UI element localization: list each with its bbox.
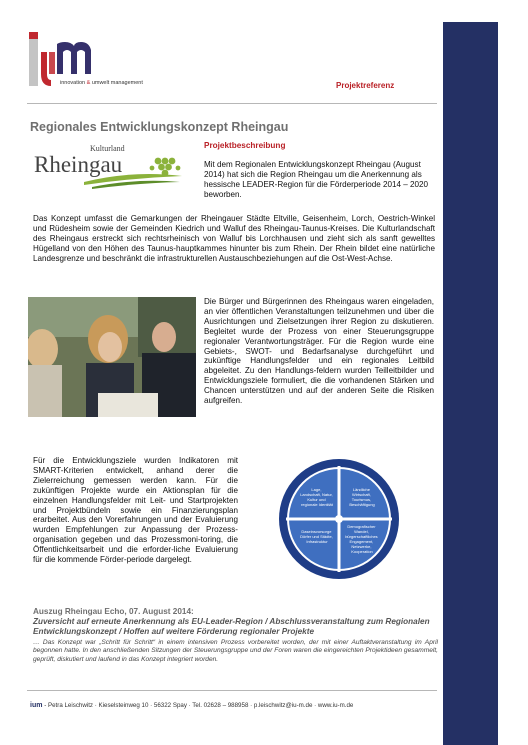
rheingau-logo [32,140,192,190]
intro-paragraph: Mit dem Regionalen Entwicklungskonzept Rheingau (August 2014) hat sich die Region Rheingau um die Anerkennung als hessische LEADER-Region für die Förderperiode 2014 – 2020 beworben. [204,160,429,199]
tagline-part-b: umwelt management [91,80,143,86]
rheingau-logo-big-text: Rheingau [34,152,123,177]
paragraph-process: Die Bürger und Bürgerinnen des Rheingaus waren eingeladen, an vier öffentlichen Veranstaltungen teilzunehmen und über die Ausrichtungen und Zielsetzungen ihrer Region zu diskutieren. Begleitet wurde der Prozess von einer Steuerungsgruppe regionaler Verantwortungsträger. Für die Region wurde eine Gebiets-, SWOT- und Bedarfsanalyse durchgeführt und zukünftige Handlungsfelder und ein regionales Leitbild abgeleitet. Zu den Handlungs-feldern wurden Teilleitbilder und Entwicklungsziele formuliert, die die vorhandenen Stärken und Chancen unterstützen und auf der anderen Seite die Risiken aufgreifen. [204,297,434,406]
workshop-photo [28,297,196,417]
grape-cluster-icon [150,158,181,177]
tagline-ampersand: & [86,80,91,86]
paragraph-region: Das Konzept umfasst die Gemarkungen der Rheingauer Städte Eltville, Geisenheim, Lorch, Oestrich-Winkel und Rüdesheim sowie der Gemeinden Kiedrich und Walluf des Rheingau-Taunus-Kreises. Die Kulturlandschaft des Rheingaus erstreckt sich rechtsrheinisch von Walluf bis Lorchhausen und zieht sich als sanft gewelltes Hügelland von den Höhen des Taunus-hauptkammes hinunter bis zum Rhein. Der Rhein bildet eine natürliche Landesgrenze und beschränkt die infrastrukturellen Austauschbeziehungen auf die Ost-West-Achse. [33,214,435,263]
quadrant-bottom-right: Demografischer Wandel, bürgerschaftliches Engagement, Netzwerke, Kooperation [345,524,378,554]
press-excerpt-heading: Auszug Rheingau Echo, 07. August 2014: [33,607,194,616]
section-heading: Projektbeschreibung [204,141,286,150]
footer-divider [27,690,437,691]
logo-tagline [60,80,143,86]
footer-contact [30,702,353,709]
sidebar-color-bar [443,22,498,745]
quadrant-top-left: Lage, Landschaft, Natur, Kultur und regionale Identität [300,487,333,507]
project-reference-label: Projektreferenz [336,81,395,90]
header-divider [27,103,437,104]
tagline-part-a: innovation [60,80,86,86]
press-excerpt-body: … Das Konzept war „Schritt für Schritt“ in einem intensiven Prozess vorbereitet worden, der mit einer Auftaktveranstaltung im April begonnen hatte. In den anschließenden Sitzungen der Steuerungsgruppe und der Foren waren die eingereichten Projektideen gesammelt, geprüft, diskutiert und laufend in das Konzept integriert worden. [33,639,438,663]
press-excerpt-headline: Zuversicht auf erneute Anerkennung als EU-Leader-Region / Abschlussveranstaltung zum Regionalen Entwicklungskonzept / Hoffen auf weitere Förderung regionaler Projekte [33,617,430,636]
paragraph-indicators: Für die Entwicklungsziele wurden Indikatoren mit SMART-Kriterien entwickelt, anhand derer die Zielerreichung gemessen werden kann. Für die zukünftigen Projekte wurde ein Aktionsplan für die einzelnen Handlungsfelder mit Leit- und Startprojekten und Projektbündeln sowie ein Finanzierungsplan erarbeitet. Aus den Vorerfahrungen und der Evaluierung wurden Empfehlungen zur Anpassung der Prozess-organisation gegeben und das Prozessmoni-toring, die Öffentlichkeitsarbeit und die erforder-liche Evaluierung für die kommende Förder-periode dargelegt. [33,456,238,565]
ium-logo [27,30,167,96]
action-fields-diagram [264,456,414,582]
rheingau-logo-small-text: Kulturland [90,144,125,153]
quadrant-bottom-left: Daseinsvorsorge Dörfer und Städte, Infrastruktur [300,529,333,544]
footer-contact-text: - Petra Leischwitz · Kieselsteinweg 10 · 56322 Spay · Tel. 02628 – 988958 · p.leischwitz@iu-m.de · www.iu-m.de [44,702,354,709]
footer-brand: ium [30,702,43,709]
document-title: Regionales Entwicklungskonzept Rheingau [30,120,289,134]
quadrant-top-right: Ländliche Wirtschaft, Tourismus, Beschäftigung [349,487,375,507]
